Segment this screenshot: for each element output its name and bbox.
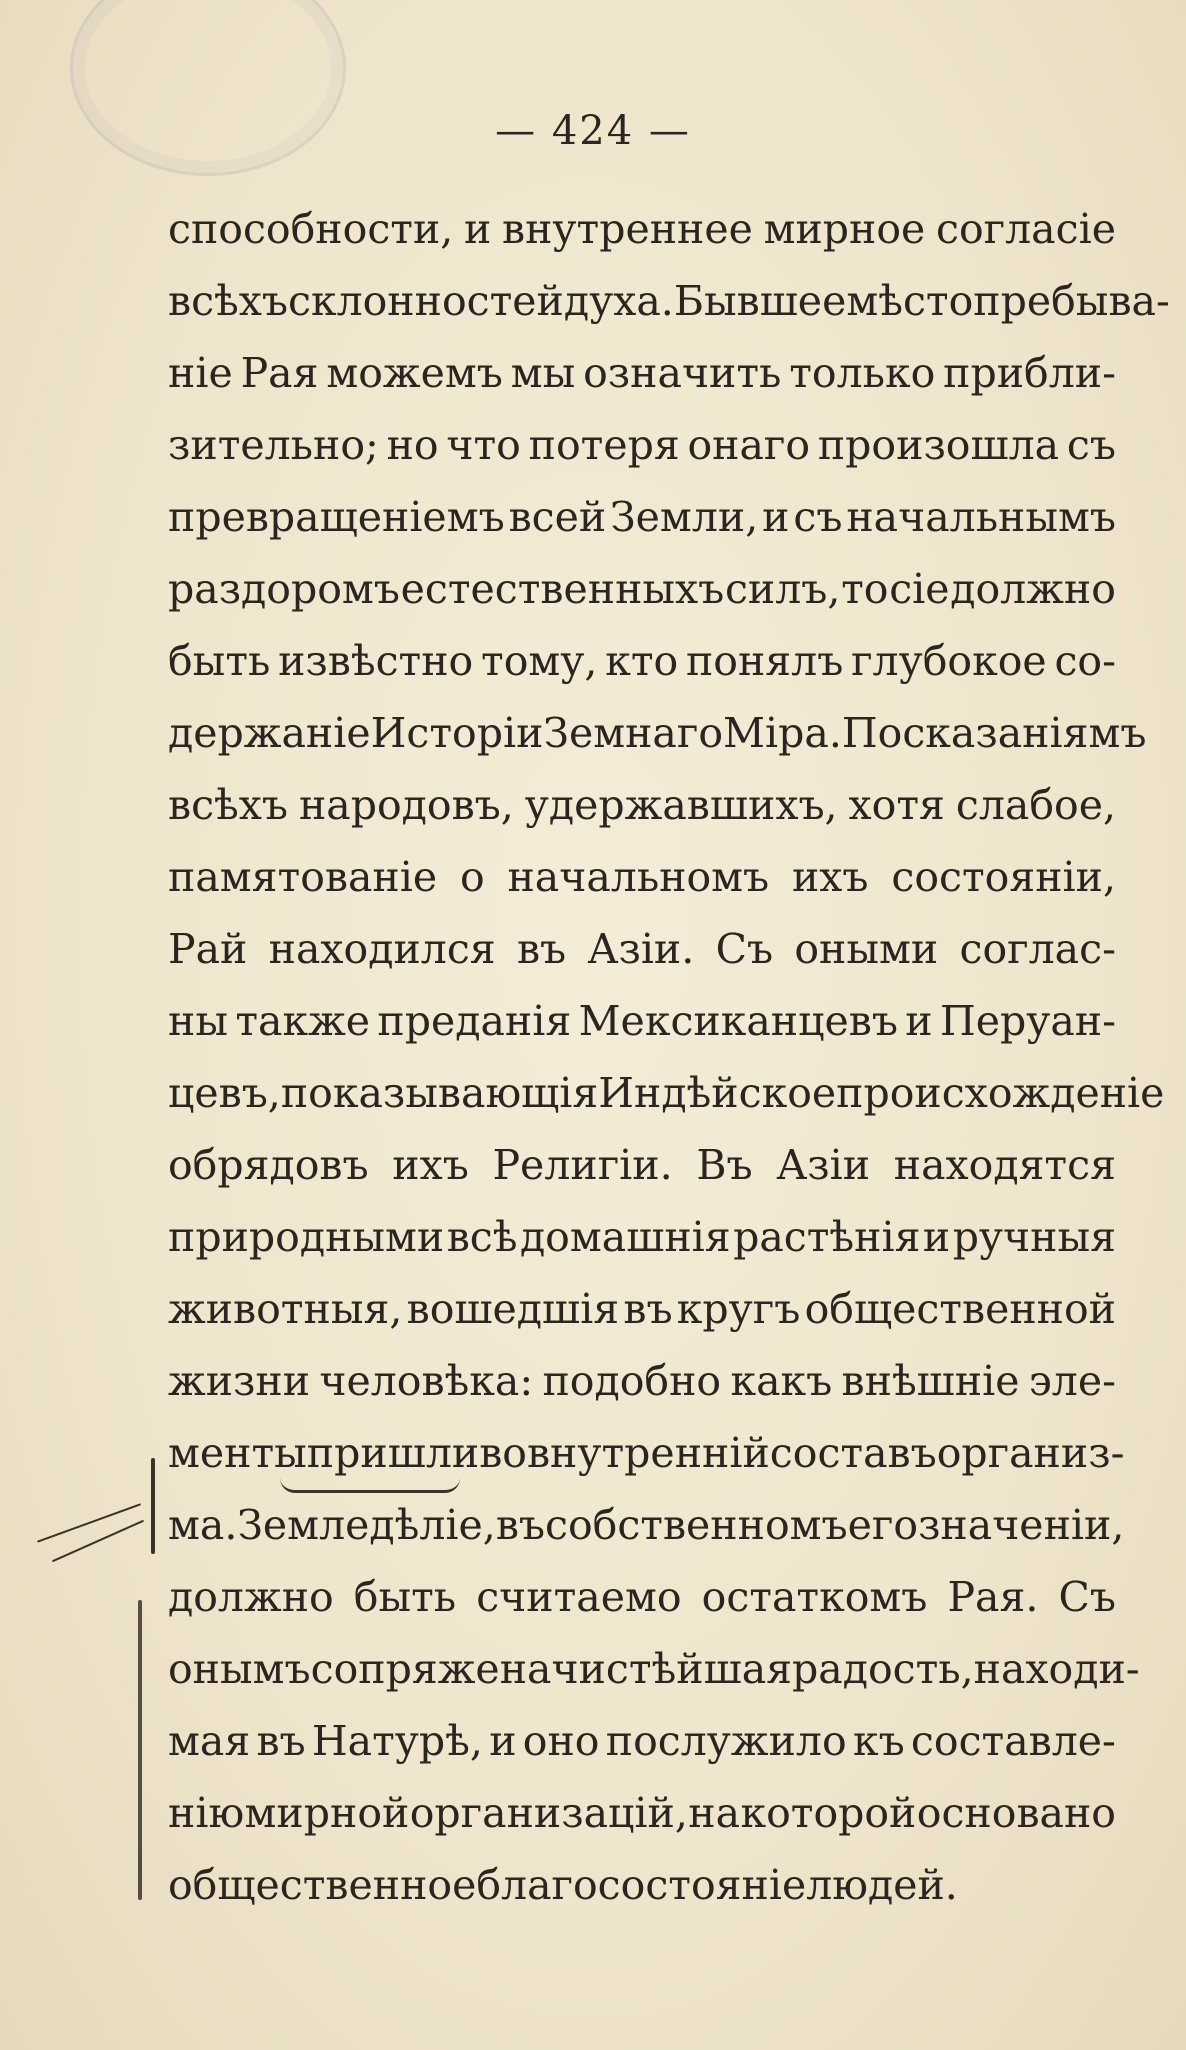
word: быть [168,637,271,685]
word: его [847,1501,919,1549]
word: быть [353,1573,457,1621]
word: показывающія [280,1069,599,1117]
text-line [168,625,1116,697]
word: Съ [715,925,774,973]
word: онаго [687,421,811,469]
word: собственномъ [544,1501,848,1549]
word: Натурѣ, [311,1717,483,1765]
word: народовъ, [298,781,514,829]
word: на [688,1789,741,1837]
word: Рай [168,925,248,973]
word: мая [168,1717,251,1765]
word: составъ [769,1429,937,1477]
word: къ [852,1717,905,1765]
word: Религіи. [492,1141,673,1189]
word: мѣстопребыва- [846,277,1170,325]
word: должно [950,565,1116,613]
word: въ [256,1717,306,1765]
word: сказаніямъ [902,709,1147,757]
word: мирное [763,205,926,253]
word: жизни [168,1357,311,1405]
word: составле- [910,1717,1116,1765]
underline-mark [280,1478,460,1493]
word: со- [1054,637,1116,685]
word: произошла [817,421,1060,469]
word: домашнія [519,1213,731,1261]
margin-pencil-stroke [37,1503,141,1543]
text-line [168,1849,1116,1921]
word: соглас- [959,925,1116,973]
word: Въ [696,1141,753,1189]
text-line [168,769,1116,841]
word: онымъ [168,1645,311,1693]
text-line [168,841,1116,913]
word: удержавшихъ, [524,781,838,829]
word: находи- [973,1645,1140,1693]
word: духа. [563,277,674,325]
word: Рая. [947,1573,1039,1621]
body-text [168,193,1170,1921]
word: внутреннее [502,205,753,253]
word: ма. [168,1501,238,1549]
text-line [168,1489,1125,1561]
word: всѣхъ [168,277,288,325]
word: начальнымъ [846,493,1116,541]
word: памятованіе [168,853,438,901]
word: благосостояніе [476,1861,807,1909]
word: означить [583,349,782,397]
word: согласіе [936,205,1116,253]
word: потеря [528,421,680,469]
word: во [479,1429,527,1477]
word: только [789,349,936,397]
word: общественной [804,1285,1116,1333]
word: склонностей [287,277,564,325]
text-line [168,193,1116,265]
word: способности, [168,205,454,253]
word: находился [268,925,496,973]
word: По [841,709,903,757]
word: обрядовъ [168,1141,369,1189]
word: основано [916,1789,1116,1837]
word: пришли [306,1429,480,1477]
word: нію [168,1789,245,1837]
word: растѣнія [733,1213,921,1261]
word: всей [508,493,607,541]
word: людей. [806,1861,958,1909]
word: начальномъ [507,853,770,901]
word: цевъ, [168,1069,281,1117]
word: животныя, [168,1285,403,1333]
word: всѣ [446,1213,518,1261]
word: Исторіи [370,709,544,757]
word: но [386,421,439,469]
word: глубокое [851,637,1047,685]
word: хотя [848,781,945,829]
word: Рая [240,349,319,397]
word: Земли, [610,493,759,541]
word: преданія [377,997,572,1045]
word: внѣшніе [841,1357,1020,1405]
text-line [168,985,1116,1057]
word: сопряжена [310,1645,552,1693]
word: раздоромъ [168,565,400,613]
word: что [446,421,521,469]
word: Индѣйское [598,1069,837,1117]
text-line [168,1705,1116,1777]
word: радость, [792,1645,974,1693]
word: какъ [730,1357,833,1405]
word: Азіи [776,1141,871,1189]
word: оно [522,1717,600,1765]
word: состояніи, [891,853,1116,901]
word: тому, [481,637,598,685]
word: чистѣйшая [551,1645,793,1693]
word: мы [510,349,576,397]
word: всѣхъ [168,781,288,829]
text-line [168,1777,1116,1849]
word: въ [516,925,567,973]
word: превращеніемъ [168,493,505,541]
word: съ [1066,421,1116,469]
word: и [905,997,933,1045]
word: ручныя [952,1213,1116,1261]
word: Азіи. [587,925,695,973]
word: значеніи, [918,1501,1125,1549]
word: менты [168,1429,307,1477]
text-line [168,265,1170,337]
text-line [168,1129,1116,1201]
word: эле- [1028,1357,1116,1405]
word: общественное [168,1861,477,1909]
word: прибли- [943,349,1116,397]
word: то [841,565,889,613]
word: и [762,493,790,541]
margin-vertical-mark [138,1600,142,1900]
text-line [168,553,1116,625]
word: естественныхъ [400,565,725,613]
word: считаемо [476,1573,682,1621]
word: о [459,853,485,901]
word: Мексиканцевъ [578,997,898,1045]
word: Міра. [723,709,842,757]
word: Земледѣліе, [237,1501,496,1549]
word: которой [740,1789,917,1837]
word: держаніе [168,709,371,757]
word: можемъ [326,349,503,397]
text-line [168,409,1116,481]
word: вошедшія [406,1285,620,1333]
word: внутренній [526,1429,770,1477]
word: зительно; [168,421,379,469]
page-number-header: — 424 — [495,108,691,154]
word: ніе [168,349,233,397]
text-line [168,1273,1116,1345]
word: и [489,1717,517,1765]
word: и [922,1213,951,1261]
word: силъ, [724,565,841,613]
text-line [168,913,1116,985]
word: въ [623,1285,673,1333]
word: остаткомъ [701,1573,928,1621]
word: Бывшее [673,277,847,325]
word: сіе [889,565,950,613]
word: происхожденіе [836,1069,1165,1117]
word: человѣка: [319,1357,534,1405]
text-line [168,481,1116,553]
word: находятся [893,1141,1116,1189]
margin-vertical-mark [151,1458,155,1554]
word: съ [793,493,843,541]
word: въ [495,1501,545,1549]
word: природными [168,1213,445,1261]
text-line [168,1633,1140,1705]
text-line [168,1561,1116,1633]
word: ны [168,997,228,1045]
word: послужило [605,1717,847,1765]
text-line [168,1345,1116,1417]
text-line [168,1201,1116,1273]
word: понялъ [685,637,844,685]
word: Съ [1058,1573,1116,1621]
text-line [168,697,1147,769]
text-line [168,337,1116,409]
word: также [235,997,371,1045]
word: оными [794,925,939,973]
word: кто [605,637,679,685]
word: организ- [936,1429,1125,1477]
margin-pencil-stroke [52,1520,144,1563]
word: слабое, [955,781,1116,829]
text-line [168,1057,1165,1129]
word: ихъ [791,853,869,901]
word: Земнаго [543,709,724,757]
word: ихъ [392,1141,469,1189]
word: должно [168,1573,334,1621]
word: организацій, [409,1789,688,1837]
word: и [464,205,492,253]
word: Перуан- [939,997,1116,1045]
word: извѣстно [278,637,474,685]
word: кругъ [676,1285,801,1333]
word: мирной [244,1789,410,1837]
word: подобно [542,1357,722,1405]
